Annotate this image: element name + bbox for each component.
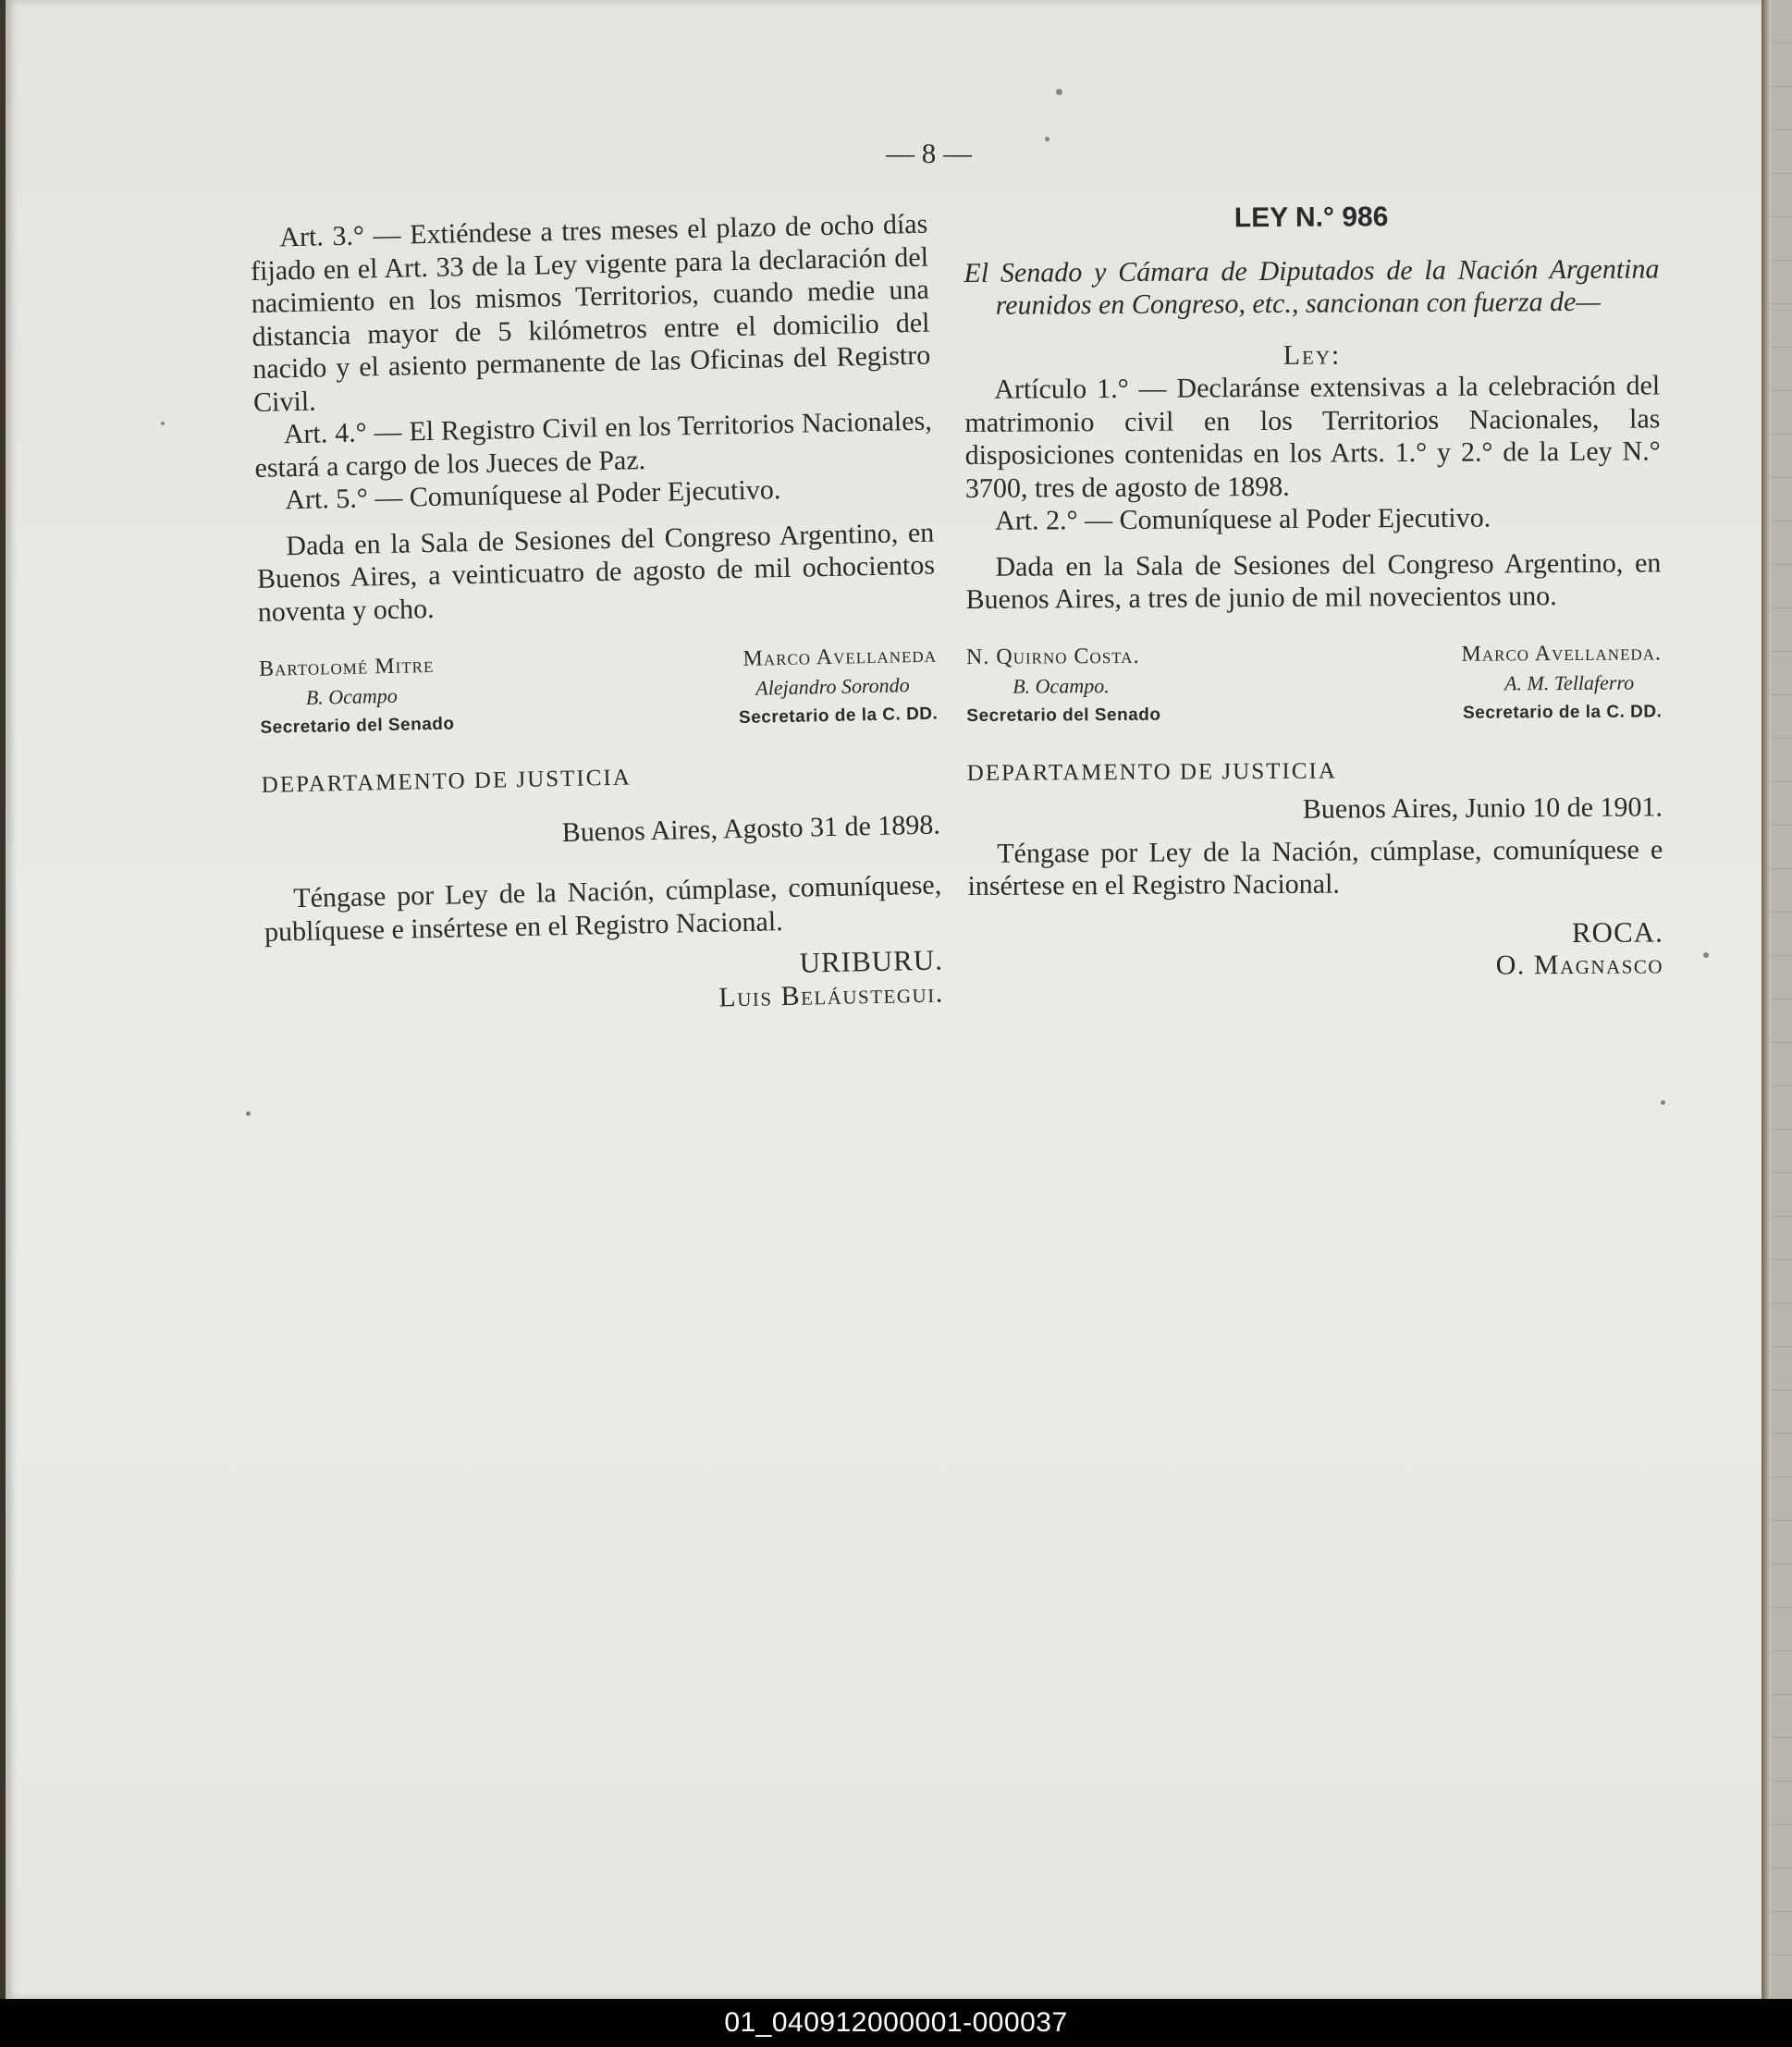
deputies-secretary-role: Secretario de la C. DD. xyxy=(738,704,939,729)
document-page xyxy=(6,0,1767,1999)
deputies-president-name: Marco Avellaneda xyxy=(743,643,938,671)
deputies-secretary-name: Alejandro Sorondo xyxy=(755,673,910,700)
minister-signature: Luis Beláustegui. xyxy=(718,976,944,1013)
law-title: LEY N.° 986 xyxy=(1234,202,1389,234)
dust-speck xyxy=(161,422,165,425)
dust-speck xyxy=(246,1111,251,1116)
page-number: — 8 — xyxy=(886,137,972,169)
senate-secretary-name-986: B. Ocampo. xyxy=(1013,673,1110,698)
article-5: Art. 5.° — Comuníquese al Poder Ejecutivo. xyxy=(284,474,781,516)
signature-deputies xyxy=(737,641,938,733)
dust-speck xyxy=(1045,137,1049,141)
left-column xyxy=(250,208,944,1024)
right-column xyxy=(964,199,1663,985)
senate-secretary-name: B. Ocampo xyxy=(305,683,399,709)
senate-president-name-986: N. Quirno Costa. xyxy=(965,644,1140,669)
signature-senate xyxy=(259,650,455,742)
department-heading-986: DEPARTAMENTO DE JUSTICIA xyxy=(966,758,1337,786)
signature-senate-986 xyxy=(966,641,1161,730)
ley-label: Ley: xyxy=(1283,339,1342,371)
scan-background-strip xyxy=(1771,0,1792,1999)
article-3: Art. 3.° — Extiéndese a tres meses el plazo de ocho días fijado en el Art. 33 de la Ley vigente para la declaración del nacimiento en los mismos Territorios, cuando medie una distancia mayor de 5 kilómetros entre el domicilio del nacido y el asiento permanente de las Oficinas del Registro Civil. xyxy=(250,208,931,418)
given-clause: Dada en la Sala de Sesiones del Congreso Argentino, en Buenos Aires, a veinticuatro de agosto de mil ochocientos noventa y ocho. xyxy=(256,517,936,628)
senate-president-name: Bartolomé Mitre xyxy=(258,653,435,681)
promulgation-decree: Téngase por Ley de la Nación, cúmplase, comuníquese, publíquese e insértese en el Registro Nacional. xyxy=(264,869,942,948)
scan-id: 01_040912000001-000037 xyxy=(724,2007,1068,2038)
deputies-president-name-986: Marco Avellaneda. xyxy=(1461,640,1663,667)
signatures-986 xyxy=(966,638,1663,731)
law-preamble: El Senado y Cámara de Diputados de la Nación Argentina reunidos en Congreso, etc., sancionan con fuerza de— xyxy=(964,252,1660,321)
given-clause-986: Dada en la Sala de Sesiones del Congreso Argentino, en Buenos Aires, a tres de junio de mil novecientos uno. xyxy=(965,546,1662,615)
president-signature-986: ROCA. xyxy=(1571,914,1663,949)
promulgation-decree-986: Téngase por Ley de la Nación, cúmplase, comuníquese e insértese en el Registro Nacional. xyxy=(967,833,1663,901)
deputies-secretary-name-986: A. M. Tellaferro xyxy=(1504,670,1635,694)
minister-signature-986: O. Magnasco xyxy=(1495,949,1664,981)
decree-date: Buenos Aires, Agosto 31 de 1898. xyxy=(561,809,941,848)
page-edge xyxy=(1761,0,1771,1999)
dust-speck xyxy=(1661,1100,1665,1105)
department-heading: DEPARTAMENTO DE JUSTICIA xyxy=(261,765,632,798)
dust-speck xyxy=(1056,89,1062,95)
decree-date-986: Buenos Aires, Junio 10 de 1901. xyxy=(1302,791,1663,825)
senate-secretary-role: Secretario del Senado xyxy=(260,714,455,738)
article-2: Art. 2.° — Comuníquese al Poder Ejecutivo. xyxy=(994,502,1491,536)
dust-speck xyxy=(1703,952,1709,958)
deputies-secretary-role-986: Secretario de la C. DD. xyxy=(1463,701,1663,723)
scan-id-bar xyxy=(0,1999,1792,2047)
signature-deputies-986 xyxy=(1461,638,1662,728)
signatures xyxy=(259,641,939,743)
article-1: Artículo 1.° — Declaránse extensivas a la celebración del matrimonio civil en los Territorios Nacionales, las disposiciones contenidas en los Arts. 1.° y 2.° de la Ley N.° 3700, tres de agosto de 1898. xyxy=(964,370,1661,504)
president-signature: URIBURU. xyxy=(799,943,944,979)
article-4: Art. 4.° — El Registro Civil en los Territorios Nacionales, estará a cargo de los Jueces de Paz. xyxy=(254,405,933,484)
senate-secretary-role-986: Secretario del Senado xyxy=(966,705,1161,726)
